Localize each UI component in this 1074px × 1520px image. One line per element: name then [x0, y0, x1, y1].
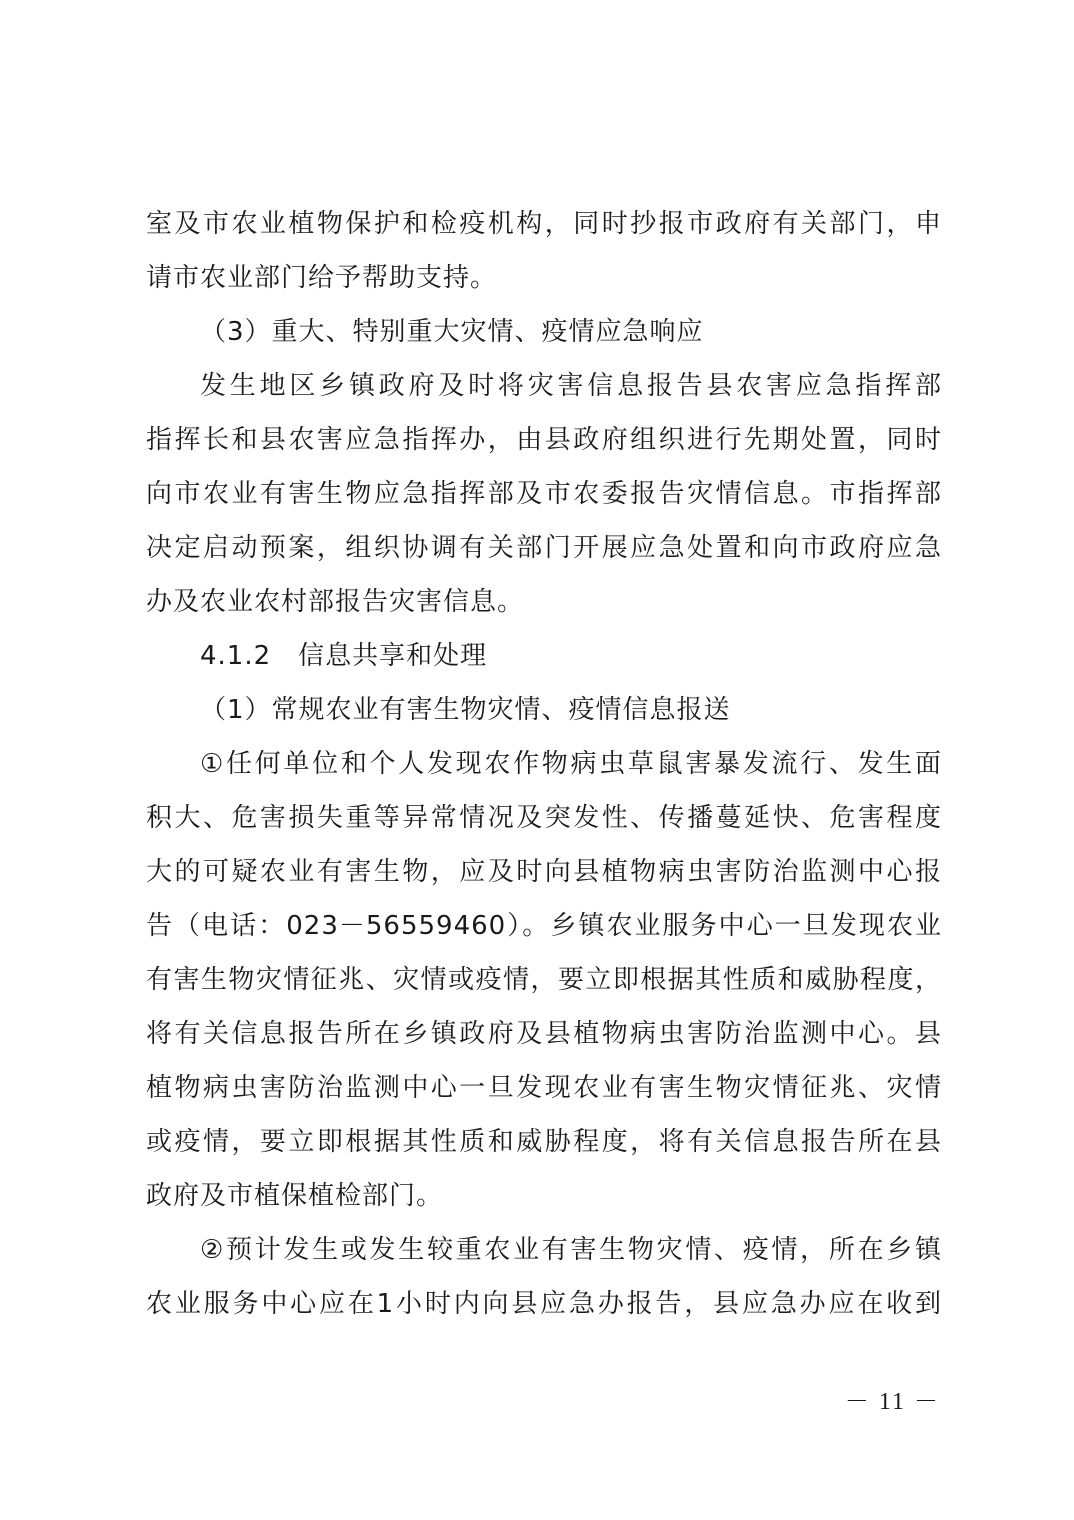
- text-line-20: ②预计发生或发生较重农业有害生物灾情、疫情，所在乡镇: [200, 1235, 942, 1265]
- text-line-7: 决定启动预案，组织协调有关部门开展应急处置和向市政府应急: [146, 533, 942, 563]
- text-line-17: 植物病虫害防治监测中心一旦发现农业有害生物灾情征兆、灾情: [146, 1073, 942, 1103]
- text-line-6: 向市农业有害生物应急指挥部及市农委报告灾情信息。市指挥部: [146, 479, 942, 509]
- section-heading-3: （3）重大、特别重大灾情、疫情应急响应: [200, 317, 704, 347]
- text-line-11: ①任何单位和个人发现农作物病虫草鼠害暴发流行、发生面: [200, 749, 942, 779]
- text-line-19: 政府及市植保植检部门。: [146, 1181, 444, 1211]
- text-line-21: 农业服务中心应在1小时内向县应急办报告，县应急办应在收到: [146, 1289, 942, 1319]
- text-line-4: 发生地区乡镇政府及时将灾害信息报告县农害应急指挥部: [200, 371, 942, 401]
- text-line-16: 将有关信息报告所在乡镇政府及县植物病虫害防治监测中心。县: [146, 1019, 942, 1049]
- text-line-14: 告（电话：023－56559460）。乡镇农业服务中心一旦发现农业: [146, 911, 942, 941]
- text-line-5: 指挥长和县农害应急指挥办，由县政府组织进行先期处置，同时: [146, 425, 942, 455]
- text-line-12: 积大、危害损失重等异常情况及突发性、传播蔓延快、危害程度: [146, 803, 942, 833]
- section-heading-1: （1）常规农业有害生物灾情、疫情信息报送: [200, 695, 731, 725]
- page-number: － 11 －: [844, 1389, 940, 1415]
- section-heading-412: 4.1.2 信息共享和处理: [200, 641, 488, 671]
- text-line-18: 或疫情，要立即根据其性质和威胁程度，将有关信息报告所在县: [146, 1127, 942, 1157]
- text-line-1: 室及市农业植物保护和检疫机构，同时抄报市政府有关部门，申: [146, 209, 942, 239]
- text-line-8: 办及农业农村部报告灾害信息。: [146, 587, 525, 617]
- text-line-15: 有害生物灾情征兆、灾情或疫情，要立即根据其性质和威胁程度，: [146, 965, 942, 995]
- text-line-13: 大的可疑农业有害生物，应及时向县植物病虫害防治监测中心报: [146, 857, 942, 887]
- text-line-2: 请市农业部门给予帮助支持。: [146, 263, 498, 293]
